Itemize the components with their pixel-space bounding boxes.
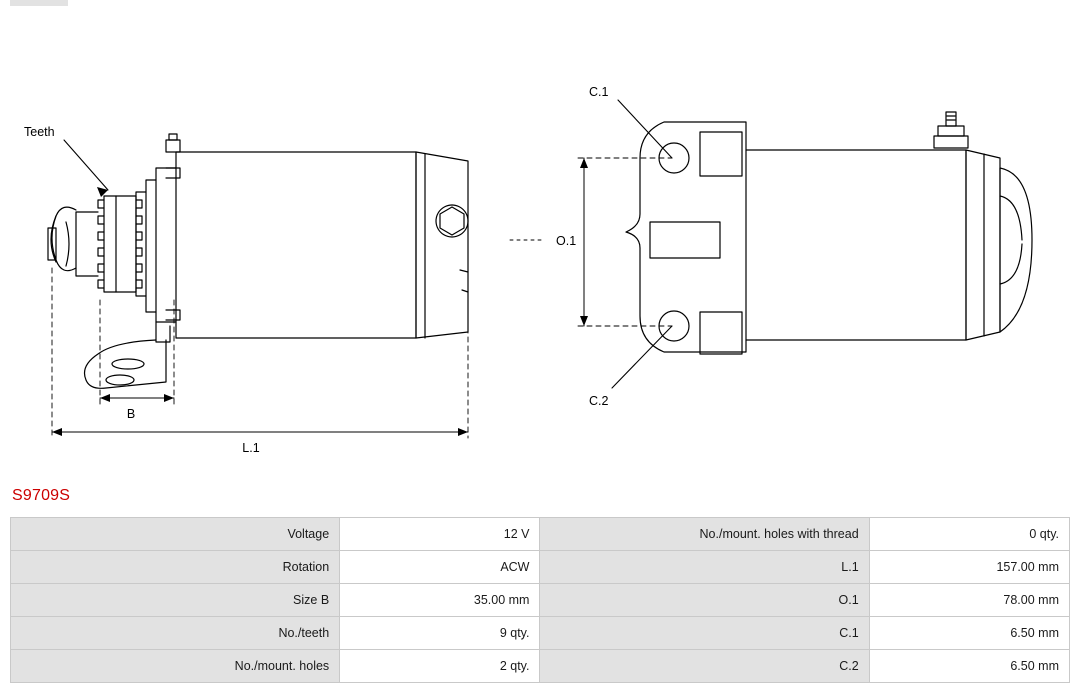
- table-row: [11, 584, 1070, 617]
- spec-value: 78.00 mm: [869, 584, 1069, 617]
- label-size-b: B: [126, 407, 136, 421]
- spec-value: 9 qty.: [340, 617, 540, 650]
- spec-value: ACW: [340, 551, 540, 584]
- spec-label: C.2: [540, 650, 869, 683]
- spec-value: 6.50 mm: [869, 650, 1069, 683]
- specifications-table: [10, 517, 1070, 683]
- spec-label: O.1: [540, 584, 869, 617]
- spec-label: Rotation: [11, 551, 340, 584]
- table-row: [11, 617, 1070, 650]
- spec-label: C.1: [540, 617, 869, 650]
- spec-value: 157.00 mm: [869, 551, 1069, 584]
- table-row: [11, 518, 1070, 551]
- label-length-l1: L.1: [242, 441, 260, 455]
- spec-label: No./mount. holes: [11, 650, 340, 683]
- spec-value: 6.50 mm: [869, 617, 1069, 650]
- part-number: S9709S: [12, 487, 71, 504]
- spec-label: Voltage: [11, 518, 340, 551]
- spec-value: 2 qty.: [340, 650, 540, 683]
- table-row: [11, 551, 1070, 584]
- label-c1: C.1: [589, 85, 609, 99]
- spec-label: No./mount. holes with thread: [540, 518, 869, 551]
- spec-value: 35.00 mm: [340, 584, 540, 617]
- spec-label: Size B: [11, 584, 340, 617]
- label-c2: C.2: [589, 394, 609, 408]
- spec-value: 0 qty.: [869, 518, 1069, 551]
- table-row: [11, 650, 1070, 683]
- label-o1: O.1: [556, 234, 577, 248]
- spec-value: 12 V: [340, 518, 540, 551]
- label-teeth: Teeth: [24, 125, 55, 139]
- spec-label: L.1: [540, 551, 869, 584]
- spec-label: No./teeth: [11, 617, 340, 650]
